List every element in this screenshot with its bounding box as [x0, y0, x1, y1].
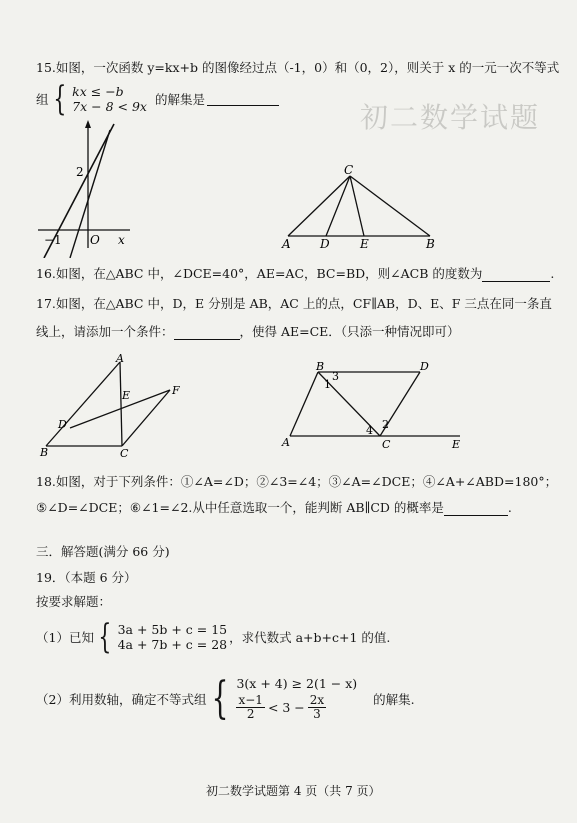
q15-suffix: 的解集是 [154, 92, 205, 107]
label-d: D [420, 360, 429, 373]
q19-p2-suffix: 的解集. [373, 691, 415, 707]
q19-p2-prefix: （2）利用数轴，确定不等式组 [36, 691, 207, 707]
label-e: E [122, 389, 131, 402]
q19-p2-frac1 [236, 694, 264, 721]
segment-cd [326, 176, 350, 236]
label-origin: O [90, 233, 100, 247]
left-brace-icon: { [98, 617, 112, 657]
label-c: C [382, 438, 391, 451]
label-e: E [452, 438, 461, 451]
q18-line1: 18.如图，对于下列条件：①∠A=∠D；②∠3=∠4；③∠A=∠DCE；④∠A+∠ABD=180°； [36, 474, 558, 489]
label-y-2: 2 [76, 165, 84, 179]
q19-instructions: 按要求解题： [36, 594, 112, 609]
label-c: C [344, 164, 354, 177]
label-angle-4: 4 [366, 424, 373, 437]
q19-p2-frac1-den: 2 [246, 707, 255, 721]
q19-p2-frac2-den: 3 [313, 707, 321, 721]
q16-text: 16.如图，在△ABC 中，∠DCE=40°，AE=AC，BC=BD，则∠ACB 的度数为 [36, 266, 483, 281]
segment-ac [120, 362, 122, 446]
label-angle-3: 3 [332, 370, 339, 383]
label-a: A [282, 237, 291, 250]
label-e: E [360, 237, 369, 250]
left-brace-icon: { [52, 79, 66, 119]
q15-ineq-2: 7x − 8 < 9x [72, 99, 147, 114]
q16-figure [280, 164, 445, 250]
q19-part2 [36, 672, 415, 724]
q19-p2-frac2-num: 2x [309, 693, 325, 707]
q19-p1-eq2: 4a + 7b + c = 28 [117, 637, 228, 652]
label-d: D [320, 237, 330, 250]
segment-ba [290, 372, 318, 436]
q17-line1: 17.如图，在△ABC 中，D，E 分别是 AB，AC 上的点，CF∥AB，D、E、F 三点在同一条直 [36, 296, 552, 311]
q15-group-prefix: 组 [36, 92, 49, 107]
label-d: D [58, 418, 67, 431]
q18-line2 [36, 500, 512, 516]
q19-p2-mid: < 3 − [267, 700, 305, 715]
q19-p1-prefix: （1）已知 [36, 630, 94, 645]
label-angle-2: 2 [382, 418, 389, 431]
q19-p2-frac2 [308, 694, 326, 721]
y-axis-arrow-icon [85, 120, 91, 128]
segment-ca [288, 176, 350, 236]
q16-period: . [550, 266, 555, 281]
label-a: A [116, 354, 124, 365]
q19-title: 19．（本题 6 分） [36, 570, 137, 585]
q15-text: 15.如图，一次函数 y=kx+b 的图像经过点（-1，0）和（0，2），则关于 x 的一元一次不等式 [36, 60, 560, 75]
label-f: F [172, 384, 180, 397]
q17-suffix: ，使得 AE=CE．（只添一种情况即可） [239, 324, 460, 339]
page-footer: 初二数学试题第 4 页（共 7 页） [206, 784, 381, 798]
q18-text: ⑤∠D=∠DCE；⑥∠1=∠2.从中任意选取一个，能判断 AB∥CD 的概率是 [36, 500, 444, 515]
q18-period: . [507, 500, 512, 515]
q17-figure [34, 354, 194, 458]
segment-ab [46, 362, 120, 446]
label-b: B [426, 237, 435, 250]
label-c: C [120, 447, 129, 458]
q19-p2-ineq1: 3(x + 4) ≥ 2(1 − x) [236, 676, 358, 691]
label-a: A [282, 436, 290, 449]
left-brace-icon: { [212, 672, 229, 724]
q19-part1 [36, 617, 391, 657]
q17-prefix: 线上，请添加一个条件： [36, 324, 174, 339]
label-b: B [316, 360, 325, 373]
q15-answer-blank[interactable] [207, 92, 279, 106]
q15-ineq-1: kx ≤ −b [72, 84, 124, 99]
q18-figure [280, 358, 480, 454]
section-3-heading: 三．解答题(满分 66 分) [36, 544, 170, 559]
label-b: B [40, 446, 49, 458]
q15-inequality-system [36, 79, 279, 119]
label-x-axis: x [118, 233, 125, 247]
q17-line2 [36, 324, 460, 340]
q16-answer-blank[interactable] [482, 268, 550, 282]
q19-p2-frac1-num: x−1 [238, 693, 263, 707]
label-angle-1: 1 [324, 378, 331, 391]
q18-answer-blank[interactable] [444, 502, 508, 516]
label-x-neg1: −1 [44, 233, 62, 247]
q17-answer-blank[interactable] [174, 326, 240, 340]
segment-df [70, 390, 170, 428]
q19-p1-suffix: ，求代数式 a+b+c+1 的值. [229, 630, 391, 645]
q16-question [36, 266, 554, 282]
q15-graph [30, 118, 140, 258]
q19-p1-eq1: 3a + 5b + c = 15 [117, 622, 228, 637]
bleed-through-title: 初二数学试题 [360, 101, 541, 134]
